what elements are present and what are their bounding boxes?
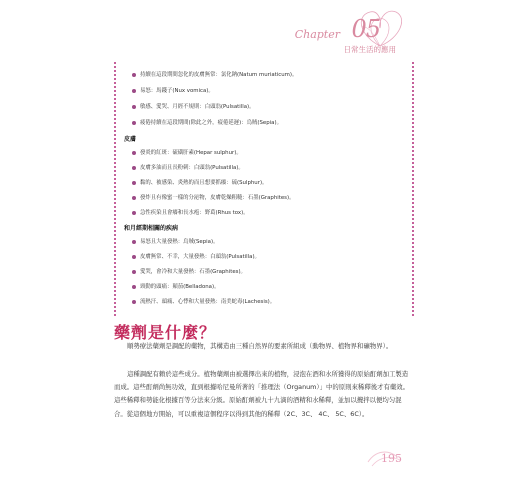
list-item: 易怒：馬錢子(Nux vomica)。 — [132, 86, 214, 94]
bullet-icon — [132, 196, 136, 200]
bullet-icon — [132, 89, 136, 93]
bullet-icon — [132, 73, 136, 77]
paragraph-body: 這種調配有賴於這些成分。植物藥劑由被選擇出來的植物，浸泡在酒和水所獲得的原始酊劑加工製造而成。這些酊劑尚無功效，直到根據哈尼曼所著的「推理法（Organum）」中的原則來稀釋後才有藥效。這些稀釋和勢能化根據百等分法來分級。原始酊劑被九十九滴的酒精和水稀釋，並加以攪拌以便均匀混合。從這個地方開始，可以重複這個程序以得到其他的稀釋（2C、3C、 4C、 5C、6C）。 — [114, 370, 410, 418]
bullet-icon — [132, 151, 136, 155]
chapter-number: 05 — [351, 15, 380, 43]
chapter-word: Chapter — [294, 28, 340, 41]
list-item: 黏的、被感染、炎熱的而且想要抓癢：硫(Sulphur)。 — [132, 178, 267, 186]
list-item: 愛哭，會冷和大量發熱：石墨(Graphites)。 — [132, 267, 246, 275]
bullet-icon — [132, 300, 136, 304]
bullet-icon — [132, 211, 136, 215]
list-item: 易怒且大量發熱：烏賊(Sepia)。 — [132, 237, 218, 245]
list-item: 皮膚多油而且長粉刺：白頭翁(Pulsatilla)。 — [132, 163, 244, 171]
list-item: 疲倦持續在這段期間(除此之外，疲倦延遲)：烏賊(Sepia)。 — [132, 118, 282, 126]
section-heading-skin: 皮膚 — [124, 136, 137, 143]
section-title: 藥劑是什麼？ — [114, 323, 217, 342]
bullet-icon — [132, 270, 136, 274]
bullet-icon — [132, 255, 136, 259]
bullet-icon — [132, 166, 136, 170]
bullet-icon — [132, 105, 136, 109]
chapter-title: 日常生活的應用 — [343, 45, 396, 54]
bullet-icon — [132, 285, 136, 289]
paragraph-intro: 順勢療法藥劑是調配的藥物，其構造由三種自然界的要素所組成（動物界、植物界和礦物界）。 — [127, 342, 393, 350]
list-item: 急性疾染且會癢和長水疱：野葛(Rhus tox)。 — [132, 208, 249, 216]
page-number: 195 — [381, 452, 402, 465]
list-item: 持續在這段期間忽化的皮膚無常：氯化鈉(Natum muriaticum)。 — [132, 70, 297, 78]
bullet-icon — [132, 181, 136, 185]
list-item: 流熱汗、頭痛、心悸和大量發熱：南美蛇毒(Lachesis)。 — [132, 297, 275, 305]
bullet-icon — [132, 240, 136, 244]
list-item: 皮膚無常、不幸，大量發熱：白頭翁(Pulsatilla)。 — [132, 252, 260, 260]
bullet-icon — [132, 121, 136, 125]
list-item: 發炸且有像蜜一樣的分泌物，皮膚乾燥粗糙：石墨(Graphites)。 — [132, 193, 294, 201]
list-item: 頸動的頭痛：顛茄(Belladona)。 — [132, 282, 219, 290]
list-item: 敏感、愛哭、月經不規則：白頭翁(Pulsatilla)。 — [132, 102, 255, 110]
list-item: 發炎的紅斑：硫磺肝素(Hepar sulphur)。 — [132, 148, 242, 156]
page-number-area — [366, 448, 410, 470]
section-heading-period: 和月經期相關的疾病 — [124, 225, 179, 232]
remedy-list-box — [114, 62, 414, 316]
